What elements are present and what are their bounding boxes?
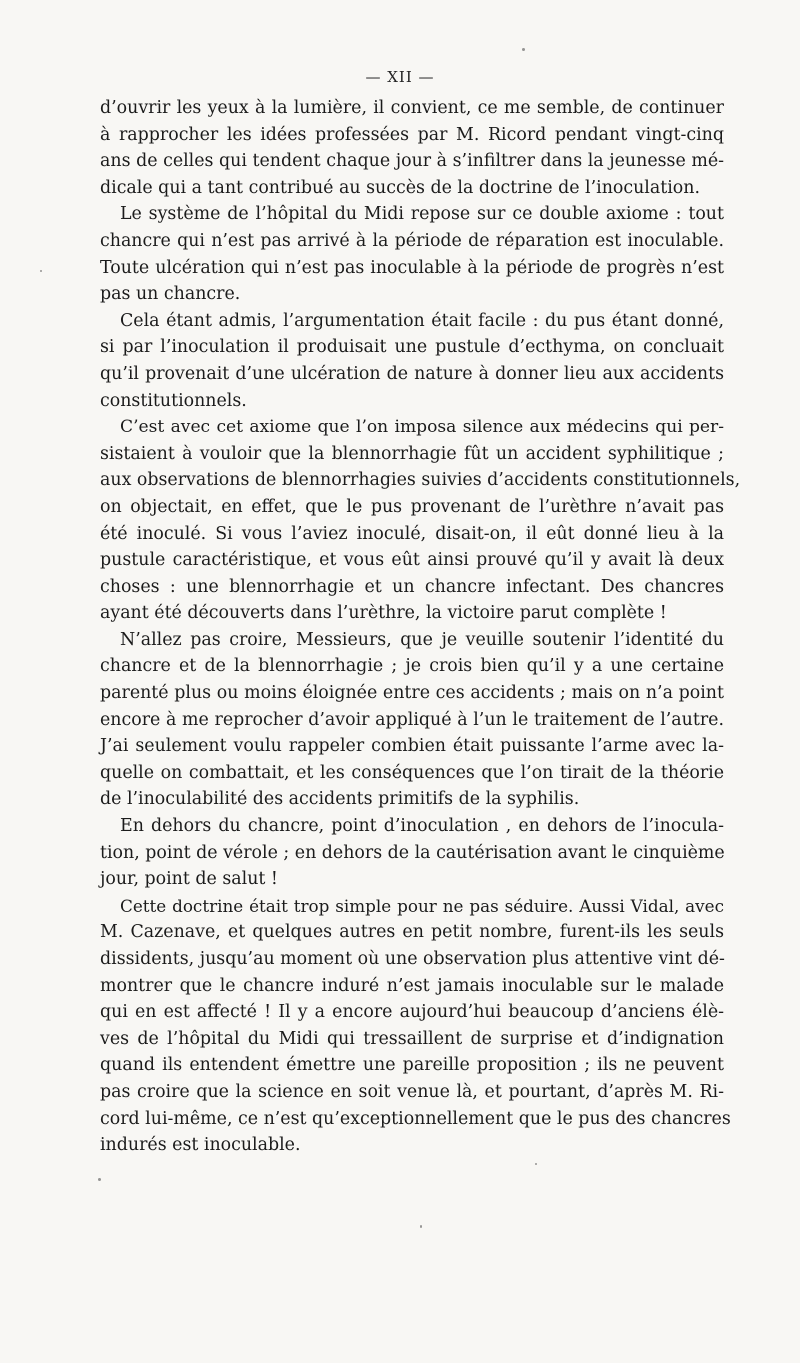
text-line: d’ouvrir les yeux à la lumière, il convient, ce me semble, de continuer xyxy=(100,98,724,118)
text-line: ves de l’hôpital du Midi qui tressaillent de surprise et d’indignation xyxy=(100,1028,724,1049)
text-line: indurés est inoculable. xyxy=(100,1135,301,1156)
text-line: aux observations de blennorrhagies suivies d’accidents constitutionnels, xyxy=(100,470,741,491)
text-line: choses : une blennorrhagie et un chancre infectant. Des chancres xyxy=(100,576,724,597)
text-line: si par l’inoculation il produisait une pustule d’ecthyma, on concluait xyxy=(100,337,724,358)
text-line: chancre qui n’est pas arrivé à la période de réparation est inoculable. xyxy=(100,230,724,251)
text-line: qu’il provenait d’une ulcération de nature à donner lieu aux accidents xyxy=(100,363,724,384)
text-line: ayant été découverts dans l’urèthre, la victoire parut complète ! xyxy=(100,603,667,624)
text-line: pas croire que la science en soit venue là, et pourtant, d’après M. Ri- xyxy=(100,1081,724,1102)
text-line: de l’inoculabilité des accidents primitifs de la syphilis. xyxy=(100,789,580,810)
body-text xyxy=(100,95,741,1159)
paragraph-start-line: N’allez pas croire, Messieurs, que je veuille soutenir l’identité du xyxy=(120,629,724,650)
text-line: parenté plus ou moins éloignée entre ces accidents ; mais on n’a point xyxy=(100,683,724,704)
paragraph-start-line: Cela étant admis, l’argumentation était facile : du pus étant donné, xyxy=(120,310,724,331)
text-line: encore à me reprocher d’avoir appliqué à l’un le traitement de l’autre. xyxy=(100,709,724,730)
text-line: été inoculé. Si vous l’aviez inoculé, disait-on, il eût donné lieu à la xyxy=(100,523,724,544)
text-line: montrer que le chancre induré n’est jamais inoculable sur le malade xyxy=(100,975,724,996)
text-line: tion, point de vérole ; en dehors de la cautérisation avant le cinquième xyxy=(100,842,725,863)
text-line: sistaient à vouloir que la blennorrhagie fût un accident syphilitique ; xyxy=(100,443,724,464)
text-line: qui en est affecté ! Il y a encore aujourd’hui beaucoup d’anciens élè- xyxy=(100,1002,724,1023)
text-line: on objectait, en effet, que le pus provenant de l’urèthre n’avait pas xyxy=(100,496,724,517)
paragraph-start-line: En dehors du chancre, point d’inoculation , en dehors de l’inocula- xyxy=(120,816,724,837)
paragraph-start-line: Le système de l’hôpital du Midi repose sur ce double axiome : tout xyxy=(120,204,724,225)
page-number: — XII — xyxy=(365,68,435,86)
scan-speck xyxy=(98,1178,101,1181)
text-line: cord lui-même, ce n’est qu’exceptionnellement que le pus des chancres xyxy=(100,1108,731,1129)
scan-speck xyxy=(522,48,525,51)
text-line: quand ils entendent émettre une pareille proposition ; ils ne peuvent xyxy=(100,1055,724,1076)
text-line: dicale qui a tant contribué au succès de la doctrine de l’inoculation. xyxy=(100,177,700,198)
scan-speck xyxy=(40,270,42,272)
paragraph-start-line: C’est avec cet axiome que l’on imposa silence aux médecins qui per- xyxy=(120,417,724,438)
text-line: jour, point de salut ! xyxy=(100,869,278,890)
text-line: pustule caractéristique, et vous eût ainsi prouvé qu’il y avait là deux xyxy=(100,550,724,571)
text-line: chancre et de la blennorrhagie ; je crois bien qu’il y a une certaine xyxy=(100,656,724,677)
text-line: M. Cazenave, et quelques autres en petit nombre, furent-ils les seuls xyxy=(100,922,724,943)
text-line: constitutionnels. xyxy=(100,390,247,411)
text-line: à rapprocher les idées professées par M. Ricord pendant vingt-cinq xyxy=(100,124,724,145)
scan-speck xyxy=(535,1163,537,1165)
text-line: quelle on combattait, et les conséquences que l’on tirait de la théorie xyxy=(100,762,724,783)
scan-speck xyxy=(420,1225,422,1228)
text-line: ans de celles qui tendent chaque jour à s’infiltrer dans la jeunesse mé- xyxy=(100,151,724,172)
text-line: dissidents, jusqu’au moment où une observation plus attentive vint dé- xyxy=(100,949,725,969)
text-line: J’ai seulement voulu rappeler combien était puissante l’arme avec la- xyxy=(100,736,724,757)
text-line: Toute ulcération qui n’est pas inoculable à la période de progrès n’est xyxy=(100,257,724,278)
paragraph-start-line: Cette doctrine était trop simple pour ne pas séduire. Aussi Vidal, avec xyxy=(120,895,724,916)
text-line: pas un chancre. xyxy=(100,284,241,305)
